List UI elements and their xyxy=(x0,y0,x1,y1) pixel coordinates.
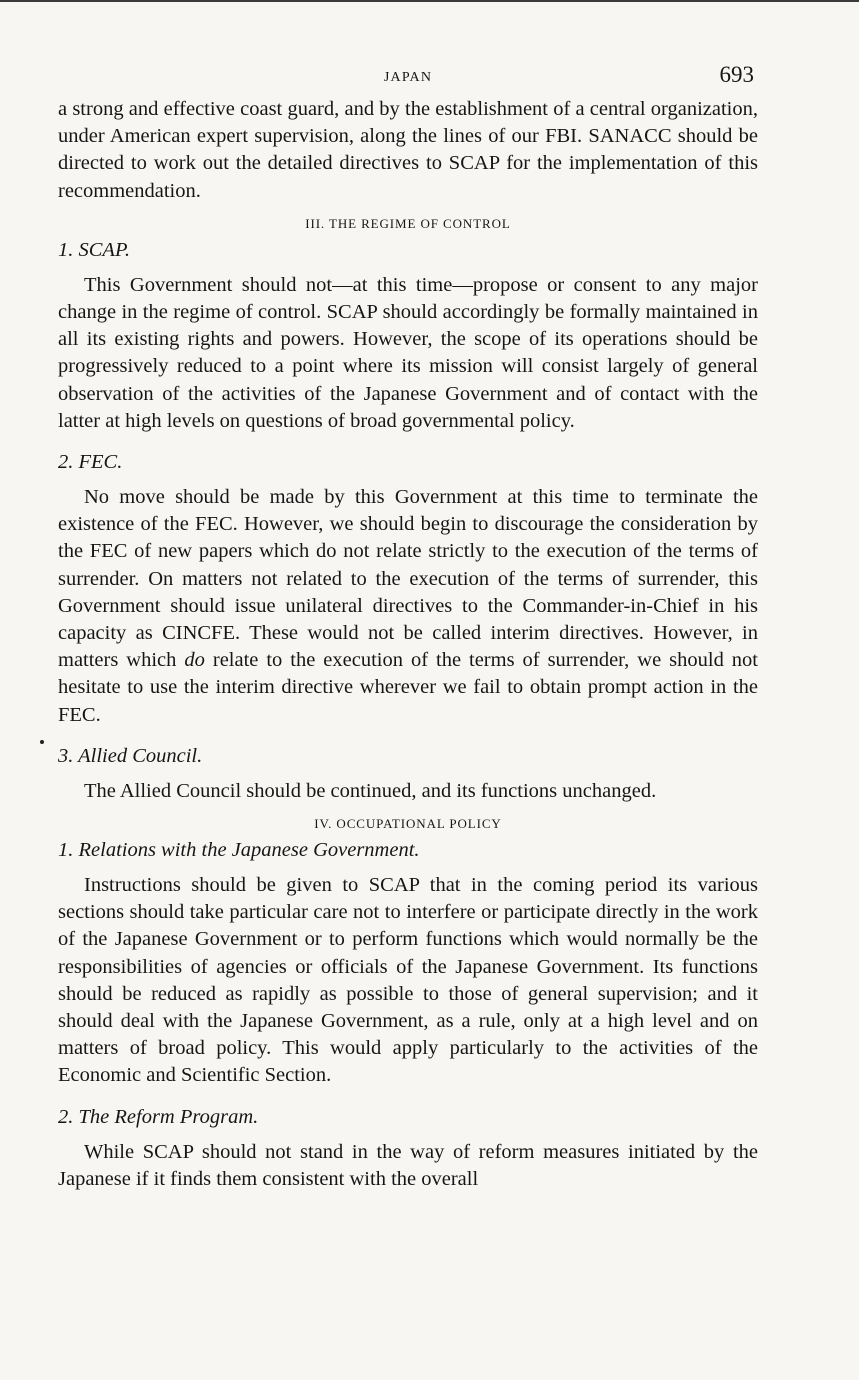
regime-of-control-heading: III. THE REGIME OF CONTROL xyxy=(305,215,511,231)
allied-council-subheading: 3. Allied Council. xyxy=(58,744,203,767)
fec-subheading: 2. FEC. xyxy=(58,451,123,474)
running-title: JAPAN xyxy=(383,70,433,85)
margin-mark xyxy=(40,740,44,744)
allied-council-paragraph: The Allied Council should be continued, and its functions unchanged. xyxy=(84,779,657,802)
running-header xyxy=(58,60,758,96)
relations-subheading: 1. Relations with the Japanese Government. xyxy=(58,839,420,862)
relations-paragraph: Instructions should be given to SCAP that in the coming period its various sections should take particular care not to interfere or participate directly in the work of the Japanese Government or to perform functions which would normally be the responsibilities of agencies or officials of the Japanese Government. Its functions should be reduced as rapidly as possible to those of general supervision; and it should deal with the Japanese Government, as a rule, only at a high level and on matters of broad policy. This would apply particularly to the activities of the Economic and Scientific Section. xyxy=(58,874,758,1087)
top-border-rule xyxy=(0,0,859,2)
fec-paragraph-emphasis: do xyxy=(184,649,205,672)
fec-paragraph-end: relate to the execution of the terms of surrender, we should not hesitate to use the interim directive wherever we fail to obtain prompt action in the FEC. xyxy=(58,649,758,726)
occupational-policy-heading: IV. OCCUPATIONAL POLICY xyxy=(314,816,502,832)
scap-paragraph: This Government should not—at this time—propose or consent to any major change in the regime of control. SCAP should accordingly be formally maintained in all its existing rights and powers. However, the scope of its operations should be progressively reduced to a point where its mission will consist largely of general observation of the activities of the Japanese Government and of contact with the latter at high levels on questions of broad governmental policy. xyxy=(58,273,758,432)
intro-paragraph: a strong and effective coast guard, and by the establishment of a central organization, under American expert supervision, along the lines of our FBI. SANACC should be directed to work out the detailed directives to SCAP for the implementation of this recommendation. xyxy=(58,98,758,202)
fec-paragraph xyxy=(58,484,758,729)
reform-program-subheading: 2. The Reform Program. xyxy=(58,1105,259,1128)
fec-paragraph-start: No move should be made by this Government at this time to terminate the existence of the FEC. However, we should begin to discourage the consideration by the FEC of new papers which do not relate strictly to the execution of the terms of surrender. On matters not related to the execution of the terms of surrender, this Government should issue unilateral directives to the Commander-in-Chief in his capacity as CINCFE. These would not be called interim directives. However, in matters which xyxy=(58,486,758,672)
page-number: 693 xyxy=(719,62,754,87)
scap-subheading: 1. SCAP. xyxy=(58,238,130,261)
reform-program-paragraph: While SCAP should not stand in the way of reform measures initiated by the Japanese if it finds them consistent with the overall xyxy=(58,1140,758,1190)
document-page xyxy=(58,60,758,1193)
